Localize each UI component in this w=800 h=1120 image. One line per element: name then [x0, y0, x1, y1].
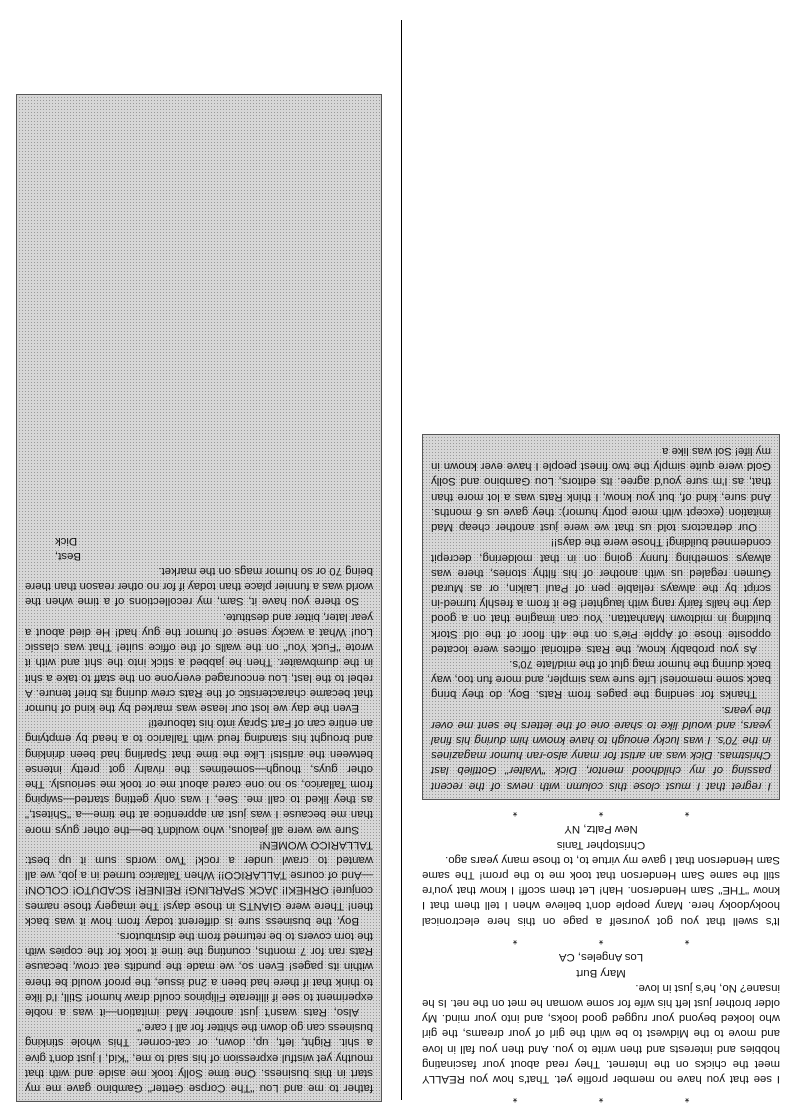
separator-stars — [422, 932, 780, 948]
letter-body: It's swell that you got yourself a page on this here electronical hookydooky here. Many people don't believe when I tell them that I know "THE" Sam Henderson. Hah! Let them scoff! I know that you're still the same Sam Henderson that took me to the prom! The same Sam Henderson that I gave my virtue to, to those many years ago. — [422, 853, 780, 927]
letter-signature-name: Mary Burt — [576, 966, 626, 979]
letter-body: I see that you have no member profile yet. That's how you REALLY meet the chicks on the Internet. They read about your fascinating hobbies and interests and then write to you. And then you fall in love and move to the Midwest to be with the girl of your dreams, the girl who looked beyond your rugged good looks, and into your mind. My older brother just left his wife for some woman he met on the net. Is he insane? No, he's just in love. — [422, 981, 780, 1085]
star: * — [684, 932, 690, 947]
separator-stars — [422, 1090, 780, 1106]
letter-signature-location: Los Angeles, CA — [558, 950, 644, 963]
separator-stars — [422, 804, 780, 820]
dick-letter-paragraph: Boy, the business sure is different today from how it was back then! There were GIANTS in those days! The imagery those names conjure! ORHEKI! JACK SPARLING! REINER! SCADUTO! COLON!—And of course TALLARICO!! When Tallarico turned in a job, we all wanted to crawl under a rock! Two words sum it up best: TALLARICO WOMEN! — [25, 838, 373, 927]
letter-signature-location: New Paltz, NY — [564, 822, 638, 835]
star: * — [684, 804, 690, 819]
column-intro: I regret that I must close this column with news of the recent passing of my childhood mentor, Dick "Walter" Gottlieb last Christmas. Dick was an artist for many also-ran humor magazines in the 70's. I was lucky enough to have known him during his final years, and would like to share one of the letters he sent me over the years. — [431, 703, 771, 792]
dick-letter-paragraph: father to me and Lou "The Corpse Getter" Gambino gave me my start in this business. One time Solly took me aside and with that mouthy yet wistful expression of his said to me, "Kid, I just don't give a shit. Right, left, up, down, or cat-corner. This whole stinking business can go down the shitter for all I care." — [25, 1021, 373, 1094]
letters-column — [422, 434, 780, 1108]
letter-continuation-column — [16, 94, 382, 1102]
dick-letter-paragraph: Also, Rats wasn't just another Mad imitation—it was a noble experiment to see if illiterate Filipinos could draw humor! Still, I'd like to think that if there had been a 2nd issue, the proof would be there within its pages! Even so, we made the pundits eat crow, because Rats ran for 7 months, counting the time it took for the copies with the torn covers to be returned from the distributors. — [25, 929, 373, 1018]
letter-closing: Best, — [55, 549, 81, 562]
star: * — [598, 804, 604, 819]
star: * — [598, 932, 604, 947]
star: * — [598, 1091, 604, 1105]
dick-letter-paragraph: So there you have it, Sam, my recollections of a time when the world was a funnier place than today if for no other reason than there being 70 or so humor mags on the market. — [25, 565, 373, 608]
dick-letter-paragraph: As you probably know, the Rats editorial offices were located opposite those of Apple Pie's on the 4th floor of the old Stork building in midtown Manhattan. You can imagine that on a good day the halls fairly rang with laughter! Be it from a freshly turned-in script by the always reliable pen of Paul Laikin, or as Murad Gumen regaled us with another of his filthy stories, there was always something funny going on in that moldering, decrepit condemned building! Those were the days!! — [431, 536, 771, 655]
letter-christopher-tanis — [422, 822, 780, 928]
letter-mary-burt — [422, 950, 780, 1086]
column-divider — [401, 20, 402, 1100]
shaded-box-left — [422, 434, 780, 800]
shaded-box-right — [16, 94, 382, 1102]
dick-letter-paragraph: Even the day we lost our lease was marked by the kind of humor that became characteristic of the Rats crew during its brief tenure. A rebel to the last, Lou encouraged everyone on the staff to take a shit in the dumbwaiter. Then he jabbed a stick into the shit and with it wrote "Fuck You" on the walls of the office suite! That was classic Lou! What a wacky sense of humor the guy had! He died about a year later, bitter and destitute. — [25, 610, 373, 714]
star: * — [684, 1091, 690, 1105]
star: * — [512, 932, 518, 947]
letter-signature: Dick — [55, 534, 78, 547]
dick-letter-paragraph: Sure we were all jealous, who wouldn't be—the other guys more than me because I was just an apprentice at the time—a "Shitest," as they liked to call me. See, I was only getting started—swiping from Tallarico, so no one cared about me or took me seriously. The other guys, though—sometimes the rivalry got pretty intense between the artists! Like the time that Sparling had been drinking and brought his standing feud with Tallarico to a head by emptying an entire can of Fart Spray into his taboureti! — [25, 717, 373, 836]
star: * — [512, 804, 518, 819]
dick-letter-paragraph: Our detractors told us that we were just another cheap Mad imitation (except with more potty humor): they gave us 6 months. And sure, kind of, but you know, I think Rats was a lot more than that, as I'm sure you'd agree. Its editors, Lou Gambino and Solly Gold were quite simply the two finest people I have ever known in my life! Sol was like a — [431, 445, 771, 534]
dick-letter-paragraph: Thanks for sending the pages from Rats. Boy, do they bring back some memories! Life sure was simpler, and more fun too, way back during the humor mag glut of the mid/late 70's. — [431, 657, 771, 701]
letter-signature-name: Christopher Tanis — [556, 838, 646, 851]
star: * — [512, 1091, 518, 1105]
